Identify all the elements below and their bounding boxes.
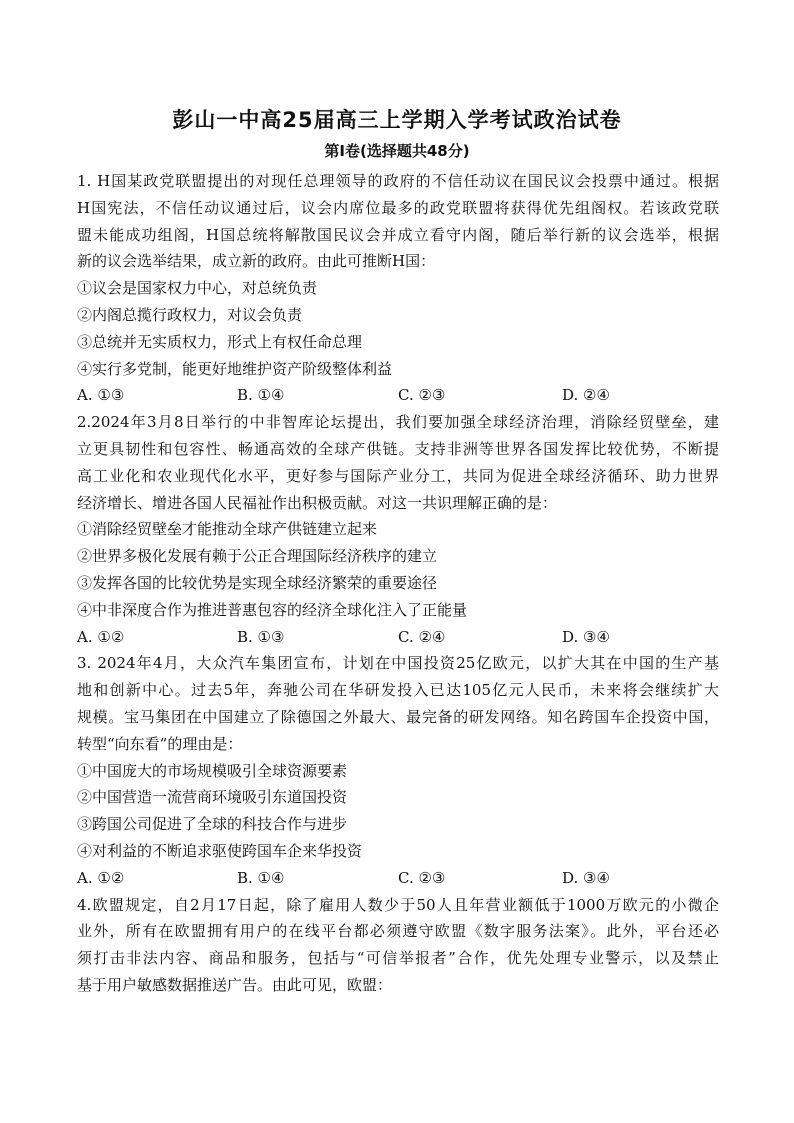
statement-item: ③发挥各国的比较优势是实现全球经济繁荣的重要途径 [77, 573, 438, 592]
question-stem-line: 1. H国某政党联盟提出的对现任总理领导的政府的不信任动议在国民议会投票中通过。根据 [77, 172, 719, 190]
answer-option: A. ①③ [77, 386, 125, 405]
question-stem-line: 3. 2024年4月，大众汽车集团宣布，计划在中国投资25亿欧元，以扩大其在中国的生产基 [77, 654, 719, 673]
questions-body [77, 168, 719, 999]
answer-option: C. ②③ [398, 386, 446, 405]
answer-option: A. ①② [77, 627, 125, 646]
question-1 [77, 168, 719, 409]
answer-option: A. ①② [77, 868, 125, 887]
answer-option: D. ②④ [562, 386, 610, 405]
question-stem-line: 基于用户敏感数据推送广告。由此可见，欧盟： [77, 975, 393, 994]
section-heading: 第Ⅰ卷(选择题共48分) [324, 142, 470, 160]
answer-options [77, 865, 719, 892]
answer-options [77, 382, 719, 409]
answer-option: D. ③④ [562, 868, 610, 887]
statement-item: ④对利益的不断追求驱使跨国车企来华投资 [77, 841, 363, 860]
question-stem-line: 转型“向东看”的理由是： [77, 734, 243, 753]
statement-item: ①议会是国家权力中心，对总统负责 [77, 279, 318, 298]
answer-options [77, 624, 719, 651]
exam-title: 彭山一中高25届高三上学期入学考试政治试卷 [172, 108, 622, 132]
question-stem-line: 规模。宝马集团在中国建立了除德国之外最大、最完备的研发网络。知名跨国车企投资中国， [77, 707, 719, 726]
question-stem-line: 经济增长、增进各国人民福祉作出积极贡献。对这一共识理解正确的是： [77, 493, 558, 512]
question-stem-line: 立更具韧性和包容性、畅通高效的全球产供链。支持非洲等世界各国发挥比较优势，不断提 [77, 439, 719, 458]
answer-option: C. ②④ [398, 627, 446, 646]
question-stem-line: 高工业化和农业现代化水平，更好参与国际产业分工，共同为促进全球经济循环、助力世界 [77, 466, 719, 485]
statement-item: ②世界多极化发展有赖于公正合理国际经济秩序的建立 [77, 547, 438, 566]
question-2 [77, 409, 719, 650]
statement-item: ④实行多党制，能更好地维护资产阶级整体利益 [77, 359, 393, 378]
answer-option: B. ①④ [237, 868, 285, 887]
question-3 [77, 650, 719, 891]
answer-option: D. ③④ [562, 627, 610, 646]
statement-item: ①中国庞大的市场规模吸引全球资源要素 [77, 761, 348, 780]
question-4 [77, 892, 719, 999]
question-stem-line: 4.欧盟规定，自2月17日起，除了雇用人数少于50人且年营业额低于1000万欧元的小微企 [77, 895, 719, 914]
question-stem-line: 盟未能成功组阁，H国总统将解散国民议会并成立看守内阁，随后举行新的议会选举，根据 [77, 225, 719, 244]
statement-item: ②内阁总揽行政权力，对议会负责 [77, 305, 303, 324]
answer-option: C. ②③ [398, 868, 446, 887]
question-stem-line: 地和创新中心。过去5年，奔驰公司在华研发投入已达105亿元人民币，未来将会继续扩大 [77, 681, 719, 700]
answer-option: B. ①③ [237, 627, 285, 646]
answer-option: B. ①④ [237, 386, 285, 405]
statement-item: ①消除经贸壁垒才能推动全球产供链建立起来 [77, 520, 378, 539]
statement-item: ③跨国公司促进了全球的科技合作与进步 [77, 815, 348, 834]
statement-item: ③总统并无实质权力，形式上有权任命总理 [77, 332, 363, 351]
question-stem-line: 2.2024年3月8日举行的中非智库论坛提出，我们要加强全球经济治理，消除经贸壁垒，建 [77, 413, 719, 432]
statement-item: ④中非深度合作为推进普惠包容的经济全球化注入了正能量 [77, 600, 468, 619]
question-stem-line: 新的议会选举结果，成立新的政府。由此可推断H国： [77, 252, 436, 271]
question-stem-line: H国宪法，不信任动议通过后，议会内席位最多的政党联盟将获得优先组阁权。若该政党联 [77, 198, 719, 217]
statement-item: ②中国营造一流营商环境吸引东道国投资 [77, 788, 348, 807]
question-stem-line: 业外，所有在欧盟拥有用户的在线平台都必须遵守欧盟《数字服务法案》。此外，平台还必 [77, 922, 719, 941]
question-stem-line: 须打击非法内容、商品和服务，包括与“可信举报者”合作，优先处理专业警示，以及禁止 [77, 949, 719, 968]
